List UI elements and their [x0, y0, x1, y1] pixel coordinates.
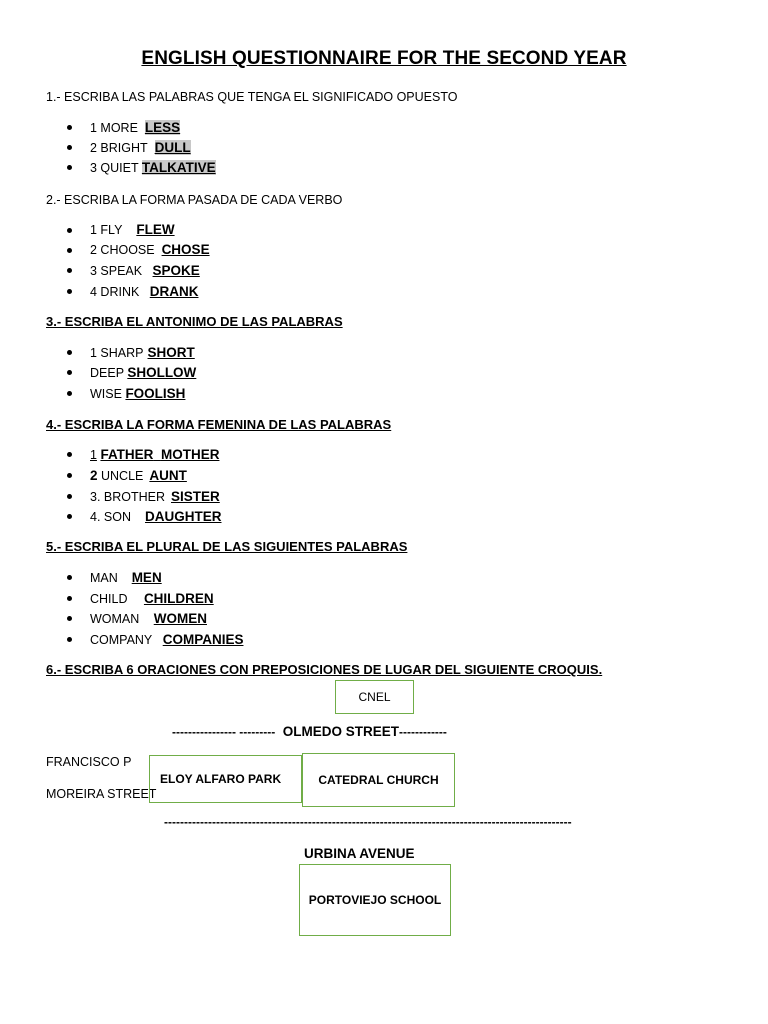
- list-item: [90, 611, 207, 626]
- answer: FOOLISH: [125, 386, 186, 401]
- bullet-icon: [67, 637, 72, 642]
- bullet-icon: [67, 616, 72, 621]
- list-item: [90, 222, 175, 237]
- bullet-icon: [67, 145, 72, 150]
- list-item: [90, 242, 210, 257]
- question-1-heading: 1.- ESCRIBA LAS PALABRAS QUE TENGA EL SIGNIFICADO OPUESTO: [46, 90, 458, 104]
- answer: AUNT: [149, 468, 187, 483]
- word: 2 BRIGHT: [90, 141, 148, 155]
- dashes-right: ------------: [398, 725, 447, 739]
- question-6-heading: 6.- ESCRIBA 6 ORACIONES CON PREPOSICIONES DE LUGAR DEL SIGUIENTE CROQUIS.: [46, 662, 603, 677]
- word: 1 FLY: [90, 223, 123, 237]
- bullet-icon: [67, 370, 72, 375]
- long-street-line: ------------------------------------------------------------------------------------------------------: [164, 815, 572, 829]
- bullet-icon: [67, 350, 72, 355]
- answer: DRANK: [149, 284, 199, 299]
- bullet-icon: [67, 125, 72, 130]
- word: UNCLE: [101, 469, 144, 483]
- question-5-heading: 5.- ESCRIBA EL PLURAL DE LAS SIGUIENTES PALABRAS: [46, 539, 408, 554]
- word: 1 SHARP: [90, 346, 144, 360]
- bullet-icon: [67, 391, 72, 396]
- list-item: [90, 509, 222, 524]
- cnel-box: [335, 680, 414, 714]
- word: 3 SPEAK: [90, 264, 143, 278]
- list-item: [90, 284, 199, 299]
- cnel-label: CNEL: [358, 690, 391, 704]
- word: CHILD: [90, 592, 128, 606]
- item-number: 1: [90, 448, 97, 462]
- church-box: [302, 753, 455, 807]
- word: COMPANY: [90, 633, 153, 647]
- word: 4 DRINK: [90, 285, 140, 299]
- bullet-icon: [67, 228, 72, 233]
- list-item: [90, 263, 200, 278]
- answer: SHOLLOW: [127, 365, 197, 380]
- word: 3. BROTHER: [90, 490, 166, 504]
- word: 1 MORE: [90, 121, 138, 135]
- answer: TALKATIVE: [141, 160, 216, 175]
- answer: COMPANIES: [162, 632, 244, 647]
- answer: LESS: [144, 120, 181, 135]
- answer: DULL: [154, 140, 191, 155]
- list-item: [90, 447, 219, 462]
- word: MAN: [90, 571, 118, 585]
- word: WISE: [90, 387, 122, 401]
- item-number: 2: [90, 468, 98, 483]
- answer: SISTER: [171, 489, 220, 504]
- bullet-icon: [67, 473, 72, 478]
- list-item: [90, 570, 162, 585]
- answer: DAUGHTER: [145, 509, 222, 524]
- answer: SHORT: [147, 345, 195, 360]
- word: FATHER: [100, 447, 154, 462]
- word: 3 QUIET: [90, 161, 139, 175]
- bullet-icon: [67, 268, 72, 273]
- francisco-street-label-2: MOREIRA STREET: [46, 787, 157, 801]
- answer: CHOSE: [161, 242, 210, 257]
- bullet-icon: [67, 452, 72, 457]
- answer: FLEW: [136, 222, 175, 237]
- bullet-icon: [67, 165, 72, 170]
- list-item: [90, 140, 191, 155]
- list-item: [90, 632, 243, 647]
- list-item: [90, 468, 187, 483]
- list-item: [90, 120, 180, 135]
- word: WOMAN: [90, 612, 140, 626]
- list-item: [90, 489, 220, 504]
- word: DEEP: [90, 366, 124, 380]
- park-box: [149, 755, 302, 803]
- bullet-icon: [67, 514, 72, 519]
- question-2-heading: 2.- ESCRIBA LA FORMA PASADA DE CADA VERBO: [46, 193, 343, 207]
- dashes-left: ---------------- ---------: [172, 725, 276, 739]
- school-label: PORTOVIEJO SCHOOL: [308, 893, 442, 907]
- francisco-street-label-1: FRANCISCO P: [46, 755, 132, 769]
- olmedo-street-label: OLMEDO STREET: [282, 724, 399, 739]
- list-item: [90, 365, 196, 380]
- answer: MEN: [131, 570, 162, 585]
- bullet-icon: [67, 575, 72, 580]
- question-3-heading: 3.- ESCRIBA EL ANTONIMO DE LAS PALABRAS: [46, 314, 343, 329]
- answer: CHILDREN: [143, 591, 214, 606]
- bullet-icon: [67, 289, 72, 294]
- olmedo-street-line: [172, 723, 447, 741]
- bullet-icon: [67, 494, 72, 499]
- page-title: ENGLISH QUESTIONNAIRE FOR THE SECOND YEAR: [141, 48, 627, 69]
- list-item: [90, 345, 195, 360]
- bullet-icon: [67, 596, 72, 601]
- list-item: [90, 386, 185, 401]
- church-label: CATEDRAL CHURCH: [318, 773, 439, 787]
- school-box: [299, 864, 451, 936]
- park-label: ELOY ALFARO PARK: [160, 772, 282, 786]
- answer: SPOKE: [152, 263, 200, 278]
- answer: WOMEN: [153, 611, 207, 626]
- bullet-icon: [67, 248, 72, 253]
- list-item: [90, 160, 216, 175]
- question-4-heading: 4.- ESCRIBA LA FORMA FEMENINA DE LAS PALABRAS: [46, 417, 392, 432]
- list-item: [90, 591, 214, 606]
- urbina-avenue-label: URBINA AVENUE: [304, 846, 415, 861]
- word: 2 CHOOSE: [90, 243, 155, 257]
- word: 4. SON: [90, 510, 131, 524]
- answer: MOTHER: [160, 447, 220, 462]
